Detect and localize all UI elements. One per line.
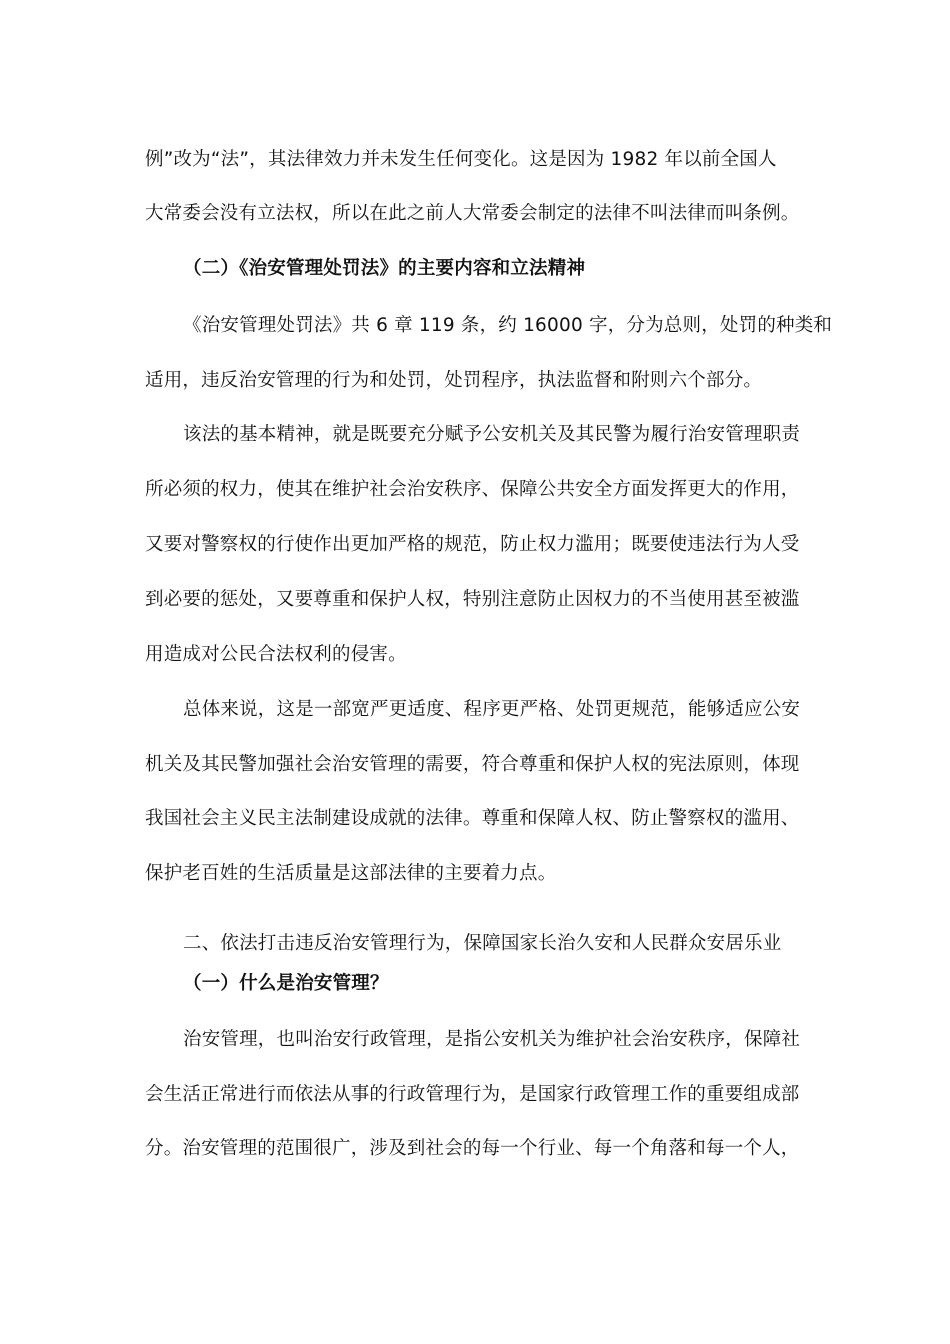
text-line: 分。治安管理的范围很广，涉及到社会的每一个行业、每一个角落和每一个人，	[145, 1138, 800, 1159]
text-line: 又要对警察权的行使作出更加严格的规范，防止权力滥用；既要使违法行为人受	[145, 534, 800, 555]
text-line: 适用，违反治安管理的行为和处罚，处罚程序，执法监督和附则六个部分。	[145, 370, 763, 391]
text-line: 总体来说，这是一部宽严更适度、程序更严格、处罚更规范，能够适应公安	[183, 699, 801, 720]
text-line: 我国社会主义民主法制建设成就的法律。尊重和保障人权、防止警察权的滥用、	[145, 808, 800, 829]
section-heading: 二、依法打击违反治安管理行为，保障国家长治久安和人民群众安居乐业	[183, 933, 782, 954]
text-line: 大常委会没有立法权，所以在此之前人大常委会制定的法律不叫法律而叫条例。	[145, 203, 800, 224]
text-line: 到必要的惩处，又要尊重和保护人权，特别注意防止因权力的不当使用甚至被滥	[145, 589, 800, 610]
text-line: 《治安管理处罚法》共 6 章 119 条，约 16000 字，分为总则，处罚的种类和	[183, 315, 833, 336]
text-line: 会生活正常进行而依法从事的行政管理行为，是国家行政管理工作的重要组成部	[145, 1084, 800, 1105]
text-line: 所必须的权力，使其在维护社会治安秩序、保障公共安全方面发挥更大的作用，	[145, 479, 800, 500]
text-line: 用造成对公民合法权利的侵害。	[145, 644, 407, 665]
section-heading: （二）《治安管理处罚法》的主要内容和立法精神	[183, 258, 586, 279]
text-line: 例”改为“法”，其法律效力并未发生任何变化。这是因为 1982 年以前全国人	[145, 149, 777, 170]
text-line: 机关及其民警加强社会治安管理的需要，符合尊重和保护人权的宪法原则，体现	[145, 754, 800, 775]
text-line: 治安管理，也叫治安行政管理，是指公安机关为维护社会治安秩序，保障社	[183, 1029, 801, 1050]
text-line: 保护老百姓的生活质量是这部法律的主要着力点。	[145, 863, 557, 884]
text-line: 该法的基本精神，就是既要充分赋予公安机关及其民警为履行治安管理职责	[183, 424, 801, 445]
subsection-heading: （一）什么是治安管理？	[183, 973, 389, 994]
